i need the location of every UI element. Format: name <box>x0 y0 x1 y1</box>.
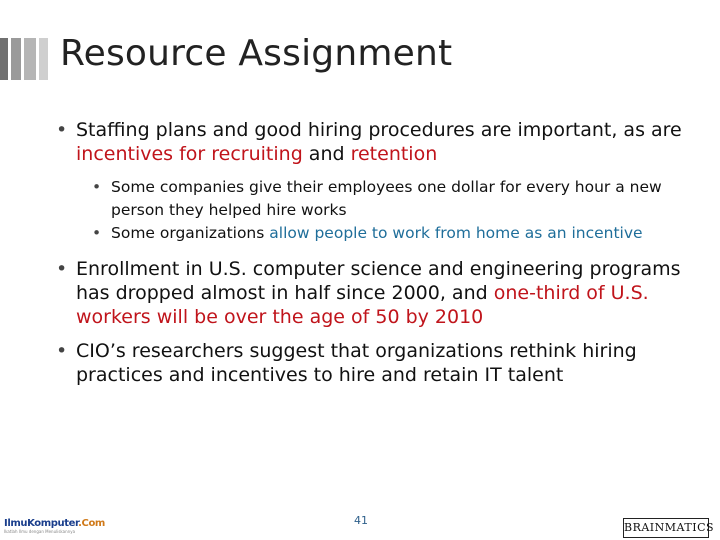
slide-body <box>56 118 696 397</box>
ilmukomputer-logo <box>4 518 105 538</box>
page-number: 41 <box>354 514 368 527</box>
logo-tagline: Ikatlah Ilmu dengan Menuliskannya <box>4 529 76 534</box>
brainmatics-logo: BRAINMATICS <box>623 518 709 538</box>
subbullet-dollar-incentive: • Some companies give their employees one dollar for every hour a new person they helped hire works <box>92 176 681 222</box>
bullet-staffing: • Staffing plans and good hiring procedures are important, as are incentives for recruiting and retention <box>56 118 696 166</box>
logo-name: IlmuKomputer.Com <box>4 518 105 529</box>
slide-title: Resource Assignment <box>60 33 453 74</box>
bullet-enrollment: • Enrollment in U.S. computer science and engineering programs has dropped almost in half since 2000, and one-third of U.S. workers will be over the age of 50 by 2010 <box>56 257 696 329</box>
subbullet-work-from-home: • Some organizations allow people to work from home as an incentive <box>92 222 681 245</box>
slide-footer <box>0 508 720 540</box>
bullet-cio-researchers: • CIO’s researchers suggest that organizations rethink hiring practices and incentives to hire and retain IT talent <box>56 339 696 387</box>
